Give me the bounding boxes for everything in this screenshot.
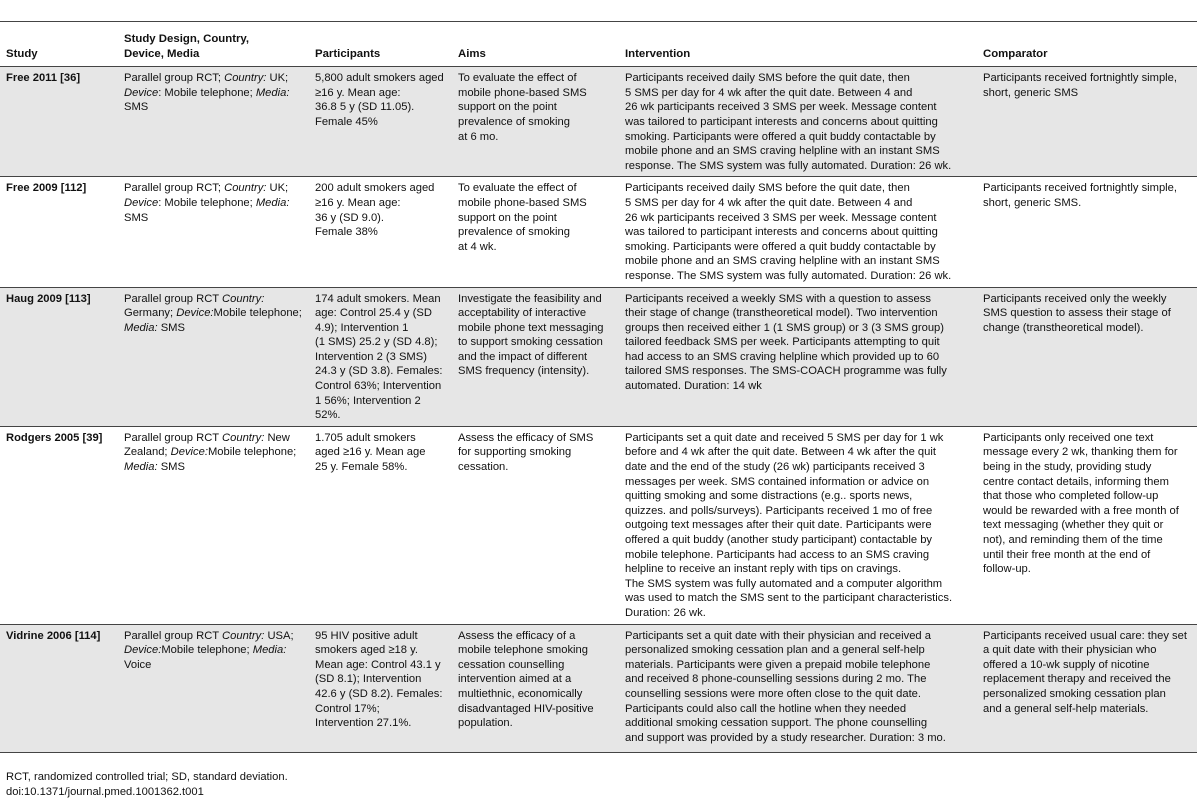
header-study: Study	[0, 29, 118, 67]
table-row	[0, 624, 1197, 752]
intervention-line: automated. Duration: 14 wk	[625, 380, 762, 393]
intervention-line: was tailored to participant interests and concerns about quitting	[625, 115, 938, 128]
cell-design	[118, 67, 309, 177]
aims-line: for supporting smoking	[458, 446, 572, 459]
design-media: Voice	[124, 658, 152, 671]
design-country-label: Country:	[222, 292, 265, 305]
comparator-line: not), and reminding them of the time	[983, 534, 1163, 546]
footer-doi[interactable]: doi:10.1371/journal.pmed.1001362.t001	[6, 786, 204, 798]
table-top-rule	[0, 21, 1197, 22]
design-media: SMS	[124, 211, 149, 224]
participants-line: 4.9); Intervention 1	[315, 321, 409, 334]
aims-line: support on the point	[458, 211, 557, 224]
header-aims: Aims	[452, 29, 619, 67]
participants-line: Control 17%;	[315, 702, 380, 715]
comparator-line: a quit date with their physician who	[983, 644, 1157, 657]
cell-aims	[452, 67, 619, 177]
intervention-line: 26 wk participants received 3 SMS per week. Message content	[625, 211, 937, 224]
comparator-line: Participants received usual care: they set	[983, 629, 1187, 642]
intervention-line: quitting smoking and some distractions (e.g.. sports news,	[625, 490, 913, 503]
participants-line: ≥16 y. Mean age:	[315, 86, 401, 99]
comparator-line: text messaging (whether they quit or	[983, 519, 1164, 532]
comparator-line: change (transtheoretical model).	[983, 321, 1144, 334]
cell-intervention	[619, 426, 977, 624]
cell-participants	[309, 624, 452, 752]
participants-line: 36 y (SD 9.0).	[315, 211, 385, 224]
aims-line: To evaluate the effect of	[458, 182, 577, 195]
design-media-label: Media:	[255, 196, 290, 209]
header-design-line2: Device, Media	[124, 47, 200, 60]
aims-line: population.	[458, 717, 513, 730]
cell-comparator	[977, 624, 1197, 752]
design-media: SMS	[160, 461, 185, 474]
aims-line: disadvantaged HIV-positive	[458, 702, 594, 715]
table-footer	[6, 770, 288, 800]
cell-comparator	[977, 287, 1197, 426]
participants-line: (SD 8.1); Intervention	[315, 673, 422, 686]
comparator-line: and a general self-help materials.	[983, 702, 1149, 715]
aims-line: mobile telephone smoking	[458, 644, 588, 657]
aims-line: multiethnic, economically	[458, 687, 583, 700]
intervention-line: Duration: 26 wk.	[625, 606, 706, 619]
aims-line: SMS frequency (intensity).	[458, 365, 590, 378]
footer-abbreviations: RCT, randomized controlled trial; SD, standard deviation.	[6, 771, 288, 783]
design-device: : Mobile telephone;	[158, 196, 253, 209]
comparator-line: follow-up.	[983, 563, 1031, 576]
participants-line: 5,800 adult smokers aged	[315, 72, 444, 85]
participants-line: Intervention 2 (3 SMS)	[315, 350, 427, 363]
intervention-line: offered a quit buddy (another study participant) contactable by	[625, 534, 933, 546]
study-name: Free 2011	[6, 72, 58, 85]
intervention-line: Participants received a weekly SMS with a question to assess	[625, 292, 931, 305]
comparator-line: Participants received fortnightly simple,	[983, 72, 1178, 85]
design-device: Mobile telephone;	[213, 307, 302, 320]
participants-line: 95 HIV positive adult	[315, 629, 418, 642]
study-ref-link[interactable]: 114	[78, 629, 97, 642]
cell-design	[118, 426, 309, 624]
comparator-line: that those who completed follow-up	[983, 490, 1159, 503]
design-device-label: Device	[124, 86, 159, 99]
design-device-label: Device	[124, 196, 159, 209]
participants-line: age: Control 25.4 y (SD	[315, 307, 432, 320]
participants-line: 25 y. Female 58%.	[315, 461, 408, 474]
intervention-line: Participants set a quit date and received 5 SMS per day for 1 wk	[625, 431, 944, 444]
participants-line: aged ≥16 y. Mean age	[315, 446, 426, 459]
table-row	[0, 177, 1197, 287]
aims-line: Assess the efficacy of a	[458, 629, 576, 642]
intervention-line: quizzes. and polls/surveys). Participants received 1 mo of free	[625, 504, 933, 517]
header-design-line1: Study Design, Country,	[124, 33, 250, 45]
comparator-line: personalized smoking cessation plan	[983, 687, 1166, 700]
study-ref-link[interactable]: 39	[86, 431, 99, 444]
design-country: UK;	[269, 182, 289, 195]
comparator-line: offered a 10-wk supply of nicotine	[983, 658, 1150, 671]
intervention-line: counselling sessions were more often close to the quit date.	[625, 687, 922, 700]
intervention-line: Participants received daily SMS before the quit date, then	[625, 72, 910, 85]
intervention-line: mobile phone and an SMS craving helpline with an instant SMS	[625, 145, 940, 158]
aims-line: prevalence of smoking	[458, 115, 570, 128]
intervention-line: was tailored to participant interests and concerns about quitting	[625, 226, 938, 239]
cell-comparator	[977, 67, 1197, 177]
design-country-label: Country:	[222, 431, 265, 444]
intervention-line: response. The SMS system was fully automated. Duration: 26 wk.	[625, 159, 952, 172]
table-row	[0, 426, 1197, 624]
design-country-label: Country:	[222, 629, 265, 642]
intervention-line: Participants set a quit date with their physician and received a	[625, 629, 931, 642]
participants-line: Control 63%; Intervention	[315, 380, 442, 393]
cell-intervention	[619, 624, 977, 752]
comparator-line: being in the study, providing study	[983, 461, 1152, 474]
intervention-line: Participants could also call the hotline when they needed	[625, 702, 907, 715]
participants-line: 36.8 5 y (SD 11.05).	[315, 101, 415, 114]
intervention-line: 5 SMS per day for 4 wk after the quit date. Between 4 and	[625, 86, 913, 99]
intervention-line: and received 8 phone-counselling sessions during 2 mo. The	[625, 673, 927, 686]
intervention-line: mobile phone and an SMS craving helpline with an instant SMS	[625, 255, 940, 268]
cell-comparator	[977, 426, 1197, 624]
participants-line: smokers aged ≥18 y.	[315, 644, 418, 657]
comparator-line: until their free month at the end of	[983, 548, 1151, 561]
design-media-label: Media:	[124, 321, 158, 334]
study-name: Haug 2009	[6, 292, 62, 305]
cell-aims	[452, 287, 619, 426]
comparator-line: would be rewarded with a free month of	[983, 504, 1179, 517]
participants-line: Female 38%	[315, 226, 378, 239]
cell-comparator	[977, 177, 1197, 287]
participants-line: 24.3 y (SD 3.8). Females:	[315, 365, 443, 378]
aims-line: at 6 mo.	[458, 130, 499, 143]
cell-study: Vidrine 2006 [114]	[0, 624, 118, 752]
study-table	[0, 29, 1197, 753]
intervention-line: date and the end of the study (26 wk) participants received 3	[625, 461, 925, 474]
comparator-line: Participants received fortnightly simple,	[983, 182, 1178, 195]
header-participants: Participants	[309, 29, 452, 67]
cell-study: Free 2009 [112]	[0, 177, 118, 287]
aims-line: acceptability of interactive	[458, 307, 587, 320]
design-type: Parallel group RCT	[124, 629, 219, 642]
table-body	[0, 67, 1197, 752]
cell-study: Free 2011 [36]	[0, 67, 118, 177]
participants-line: 174 adult smokers. Mean	[315, 292, 441, 305]
participants-line: ≥16 y. Mean age:	[315, 196, 401, 209]
comparator-line: Participants received only the weekly	[983, 292, 1167, 305]
design-country: Germany;	[124, 307, 174, 320]
cell-aims	[452, 426, 619, 624]
cell-intervention	[619, 177, 977, 287]
comparator-line: message every 2 wk, thanking them for	[983, 446, 1178, 459]
participants-line: 42.6 y (SD 8.2). Females:	[315, 687, 443, 700]
study-ref-link[interactable]: 113	[68, 292, 87, 305]
participants-line: Female 45%	[315, 115, 378, 128]
aims-line: mobile phone-based SMS	[458, 86, 587, 99]
study-name: Free 2009	[6, 182, 58, 195]
design-device-label: Device:	[124, 644, 162, 657]
design-country-label: Country:	[224, 72, 267, 85]
intervention-line: smoking. Participants were offered a quit buddy contactable by	[625, 130, 936, 143]
design-media: SMS	[160, 321, 185, 334]
cell-participants	[309, 177, 452, 287]
aims-line: To evaluate the effect of	[458, 72, 577, 85]
aims-line: Assess the efficacy of SMS	[458, 431, 594, 444]
cell-intervention	[619, 287, 977, 426]
design-type: Parallel group RCT;	[124, 182, 221, 195]
intervention-line: materials. Participants were given a prepaid mobile telephone	[625, 658, 931, 671]
aims-line: to support smoking cessation	[458, 336, 603, 349]
design-type: Parallel group RCT	[124, 431, 219, 444]
intervention-line: groups then received either 1 (1 SMS group) or 3 (3 SMS group)	[625, 321, 945, 334]
cell-design	[118, 287, 309, 426]
table-header-row	[0, 29, 1197, 67]
intervention-line: smoking. Participants were offered a quit buddy contactable by	[625, 240, 936, 253]
intervention-line: additional smoking cessation support. The phone counselling	[625, 717, 928, 730]
header-comparator: Comparator	[977, 29, 1197, 67]
design-device: : Mobile telephone;	[158, 86, 253, 99]
cell-participants	[309, 426, 452, 624]
design-country: UK;	[269, 72, 289, 85]
cell-participants	[309, 287, 452, 426]
cell-participants	[309, 67, 452, 177]
design-type: Parallel group RCT;	[124, 72, 221, 85]
aims-line: and the impact of different	[458, 350, 588, 363]
comparator-line: centre contact details, informing them	[983, 475, 1169, 488]
table-row	[0, 67, 1197, 177]
aims-line: cessation counselling	[458, 658, 565, 671]
participants-line: 1 56%; Intervention 2 52%.	[315, 394, 421, 422]
cell-aims	[452, 624, 619, 752]
design-device-label: Device:	[170, 446, 208, 459]
comparator-line: short, generic SMS	[983, 86, 1079, 99]
design-media-label: Media:	[255, 86, 290, 99]
design-type: Parallel group RCT	[124, 292, 219, 305]
aims-line: mobile phone text messaging	[458, 321, 604, 334]
participants-line: Intervention 27.1%.	[315, 717, 412, 730]
cell-study: Haug 2009 [113]	[0, 287, 118, 426]
intervention-line: messages per week. SMS contained information or advice on	[625, 475, 930, 488]
study-name: Vidrine 2006	[6, 629, 72, 642]
participants-line: 200 adult smokers aged	[315, 182, 435, 195]
intervention-line: had access to an SMS craving helpline which provided up to 60	[625, 350, 940, 363]
design-media-label: Media:	[124, 461, 158, 474]
intervention-line: 5 SMS per day for 4 wk after the quit date. Between 4 and	[625, 196, 913, 209]
intervention-line: helpline to receive an instant reply with tips on cravings.	[625, 563, 902, 576]
intervention-line: The SMS system was fully automated and a computer algorithm	[625, 577, 943, 590]
aims-line: intervention aimed at a	[458, 673, 572, 686]
aims-line: mobile phone-based SMS	[458, 196, 587, 209]
intervention-line: tailored SMS responses. The SMS-COACH programme was fully	[625, 365, 947, 378]
intervention-line: was used to match the SMS sent to the participant characteristics.	[625, 592, 953, 605]
comparator-line: replacement therapy and received the	[983, 673, 1171, 686]
comparator-line: short, generic SMS.	[983, 196, 1082, 209]
study-ref-link[interactable]: 112	[64, 182, 83, 195]
intervention-line: outgoing text messages after their quit date. Participants were	[625, 519, 932, 532]
comparator-line: Participants only received one text	[983, 431, 1154, 444]
design-country: USA;	[267, 629, 294, 642]
study-ref-link[interactable]: 36	[63, 72, 77, 85]
aims-line: cessation.	[458, 461, 509, 474]
design-media: SMS	[124, 101, 149, 114]
cell-study: Rodgers 2005 [39]	[0, 426, 118, 624]
cell-intervention	[619, 67, 977, 177]
participants-line: Mean age: Control 43.1 y	[315, 658, 441, 671]
cell-aims	[452, 177, 619, 287]
study-name: Rodgers 2005	[6, 431, 80, 444]
aims-line: Investigate the feasibility and	[458, 292, 602, 305]
table-row	[0, 287, 1197, 426]
intervention-line: Participants received daily SMS before the quit date, then	[625, 182, 910, 195]
intervention-line: before and 4 wk after the quit date. Between 4 wk after the quit	[625, 446, 936, 459]
design-device-label: Device:	[176, 307, 214, 320]
design-country-label: Country:	[224, 182, 267, 195]
aims-line: at 4 wk.	[458, 240, 497, 253]
cell-design	[118, 177, 309, 287]
aims-line: support on the point	[458, 101, 557, 114]
header-intervention: Intervention	[619, 29, 977, 67]
intervention-line: their stage of change (transtheoretical model). Two intervention	[625, 307, 938, 320]
intervention-line: tailored feedback SMS per week. Participants attempting to quit	[625, 336, 940, 349]
aims-line: prevalence of smoking	[458, 226, 570, 239]
cell-design	[118, 624, 309, 752]
participants-line: (1 SMS) 25.2 y (SD 4.8);	[315, 336, 438, 349]
design-media-label: Media:	[252, 644, 287, 657]
intervention-line: personalized smoking cessation plan and a general self-help	[625, 644, 925, 657]
header-design	[118, 29, 309, 67]
intervention-line: and support was provided by a study researcher. Duration: 3 mo.	[625, 731, 946, 744]
design-country: New Zealand;	[124, 431, 290, 459]
participants-line: 1.705 adult smokers	[315, 431, 416, 444]
intervention-line: mobile telephone. Participants had access to an SMS craving	[625, 548, 930, 561]
intervention-line: 26 wk participants received 3 SMS per week. Message content	[625, 101, 937, 114]
design-device: Mobile telephone;	[161, 644, 250, 657]
design-device: Mobile telephone;	[207, 446, 297, 459]
intervention-line: response. The SMS system was fully automated. Duration: 26 wk.	[625, 269, 952, 282]
comparator-line: SMS question to assess their stage of	[983, 307, 1171, 320]
